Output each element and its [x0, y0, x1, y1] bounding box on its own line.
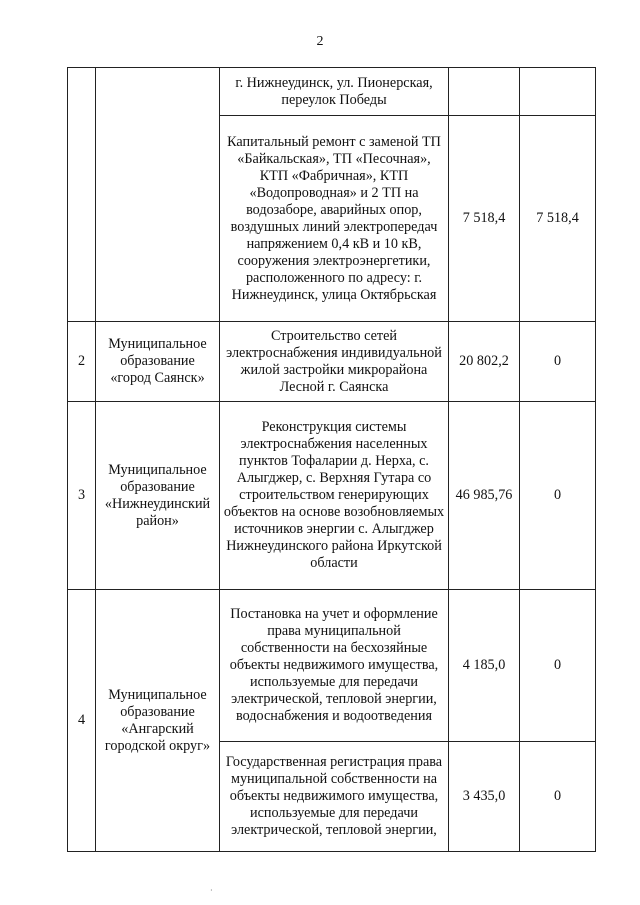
total-cell: 20 802,2 [449, 322, 520, 402]
description-cell: Государственная регистрация права муниципальной собственности на объекты недвижимого имущества, используемые для передачи электрической, тепловой энергии, [220, 742, 449, 852]
total-cell: 46 985,76 [449, 402, 520, 590]
description-cell: Реконструкция системы электроснабжения населенных пунктов Тофаларии д. Нерха, с. Алыгджер, с. Верхняя Гутара со строительством генерирующих объектов на основе возобновляемых источников энергии с. Алыгджер Нижнеудинского района Иркутской области [220, 402, 449, 590]
description-cell: Капитальный ремонт с заменой ТП «Байкальская», ТП «Песочная», КТП «Фабричная», КТП «Водопроводная» и 2 ТП на водозаборе, аварийных опор, воздушных линий электропередач напряжением 0,4 кВ и 10 кВ, сооружения электроэнергетики, расположенного по адресу: г. Нижнеудинск, улица Октябрьская [220, 116, 449, 322]
amount-cell: 0 [520, 590, 596, 742]
table-row [68, 402, 596, 590]
row-number-cell: 2 [68, 322, 96, 402]
amount-cell: 0 [520, 322, 596, 402]
description-cell: г. Нижнеудинск, ул. Пионерская, переулок Победы [220, 68, 449, 116]
municipality-cell: Муниципальное образование «Нижнеудинский район» [96, 402, 220, 590]
table-row [68, 590, 596, 742]
municipality-cell: Муниципальное образование «Ангарский городской округ» [96, 590, 220, 852]
scan-speck: · [210, 886, 213, 895]
amount-cell: 0 [520, 402, 596, 590]
row-number-cell: 4 [68, 590, 96, 852]
total-cell: 4 185,0 [449, 590, 520, 742]
description-cell: Строительство сетей электроснабжения индивидуальной жилой застройки микрорайона Лесной г. Саянска [220, 322, 449, 402]
amount-cell: 0 [520, 742, 596, 852]
amount-cell [520, 68, 596, 116]
row-number-cell: 3 [68, 402, 96, 590]
row-number-cell [68, 68, 96, 322]
municipality-cell: Муниципальное образование «город Саянск» [96, 322, 220, 402]
total-cell: 7 518,4 [449, 116, 520, 322]
description-cell: Постановка на учет и оформление права муниципальной собственности на бесхозяйные объекты недвижимого имущества, используемые для передачи электрической, тепловой энергии, водоснабжения и водоотведения [220, 590, 449, 742]
amount-cell: 7 518,4 [520, 116, 596, 322]
program-table [67, 67, 596, 852]
total-cell [449, 68, 520, 116]
page-number: 2 [316, 34, 324, 49]
municipality-cell [96, 68, 220, 322]
total-cell: 3 435,0 [449, 742, 520, 852]
table-row [68, 322, 596, 402]
table-row [68, 68, 596, 116]
